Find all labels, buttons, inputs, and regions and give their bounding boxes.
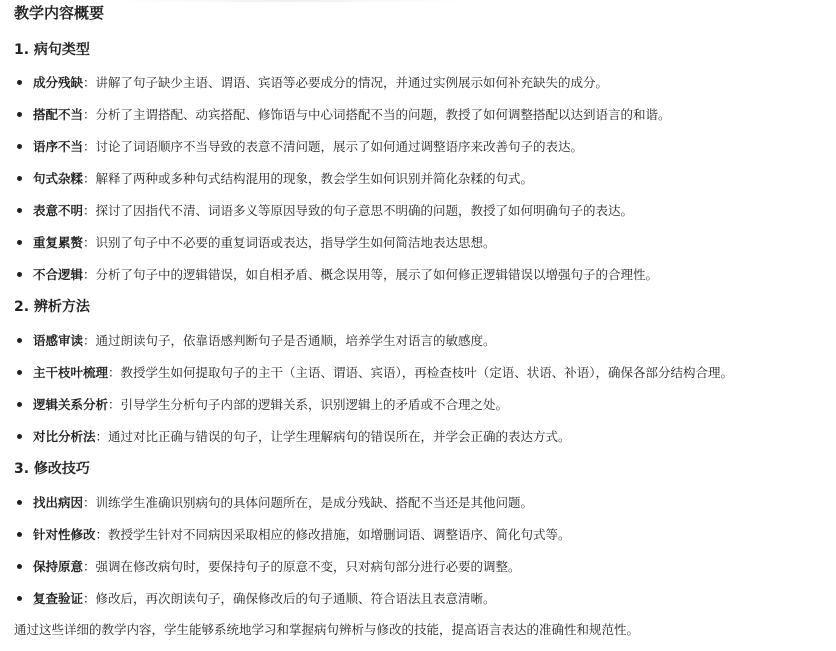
list-item (17, 233, 496, 253)
bullet-colon: ： (108, 397, 121, 412)
bullet-icon (17, 144, 22, 149)
bullet-colon: ： (83, 267, 96, 282)
bullet-icon (17, 564, 22, 569)
bullet-icon (17, 80, 22, 85)
list-item (17, 395, 508, 415)
list-item (17, 137, 583, 157)
bullet-icon (17, 402, 22, 407)
bullet-colon: ： (83, 75, 96, 90)
list-item (17, 265, 658, 285)
bullet-colon: ： (95, 429, 109, 444)
bullet-colon: ： (83, 139, 96, 154)
bullet-description: 引导学生分析句子内部的逻辑关系，识别逻辑上的矛盾或不合理之处。 (120, 397, 509, 412)
bullet-term: 主干枝叶梳理 (33, 365, 109, 380)
list-item (17, 427, 571, 447)
bullet-description: 讨论了词语顺序不当导致的表意不清问题，展示了如何通过调整语序来改善句子的表达。 (95, 139, 584, 154)
bullet-description: 训练学生准确识别病句的具体问题所在，是成分残缺、搭配不当还是其他问题。 (95, 495, 534, 510)
bullet-term: 表意不明 (33, 203, 84, 218)
bullet-icon (17, 112, 22, 117)
bullet-term: 针对性修改 (33, 527, 96, 542)
list-item (17, 525, 571, 545)
section-heading-methods: 2. 辨析方法 (14, 299, 90, 315)
list-item (17, 73, 608, 93)
summary-paragraph: 通过这些详细的教学内容，学生能够系统地学习和掌握病句辨析与修改的技能，提高语言表达的准确性和规范性。 (14, 622, 640, 637)
bullet-description: 探讨了因指代不清、词语多义等原因导致的句子意思不明确的问题，教授了如何明确句子的表达。 (95, 203, 634, 218)
bullet-icon (17, 338, 22, 343)
bullet-term: 句式杂糅 (33, 171, 84, 186)
bullet-icon (17, 240, 22, 245)
bullet-colon: ： (108, 365, 121, 380)
bullet-term: 复查验证 (33, 591, 84, 606)
list-item (17, 557, 521, 577)
bullet-term: 成分残缺 (33, 75, 84, 90)
section-heading-techniques: 3. 修改技巧 (14, 461, 90, 477)
bullet-description: 修改后，再次朗读句子，确保修改后的句子通顺、符合语法且表意清晰。 (95, 591, 496, 606)
bullet-icon (17, 208, 22, 213)
bullet-icon (17, 434, 22, 439)
page-title: 教学内容概要 (14, 4, 105, 22)
bullet-term: 对比分析法 (33, 429, 96, 444)
bullet-description: 教授学生如何提取句子的主干（主语、谓语、宾语），再检查枝叶（定语、状语、补语），确保各部分结构合理。 (120, 365, 734, 380)
bullet-colon: ： (83, 203, 96, 218)
bullet-icon (17, 370, 22, 375)
top-edge-shadow (110, 0, 470, 2)
bullet-colon: ： (83, 171, 96, 186)
bullet-colon: ： (83, 591, 96, 606)
bullet-description: 分析了主谓搭配、动宾搭配、修饰语与中心词搭配不当的问题，教授了如何调整搭配以达到语言的和谐。 (95, 107, 671, 122)
bullet-term: 语序不当 (33, 139, 84, 154)
bullet-description: 解释了两种或多种句式结构混用的现象，教会学生如何识别并简化杂糅的句式。 (95, 171, 534, 186)
bullet-term: 语感审读 (33, 333, 84, 348)
section-heading-types: 1. 病句类型 (14, 42, 90, 58)
bullet-term: 重复累赘 (33, 235, 84, 250)
bullet-description: 讲解了句子缺少主语、谓语、宾语等必要成分的情况，并通过实例展示如何补充缺失的成分。 (95, 75, 609, 90)
bullet-icon (17, 532, 22, 537)
bullet-colon: ： (83, 333, 96, 348)
list-item (17, 331, 496, 351)
bullet-colon: ： (83, 235, 96, 250)
bullet-icon (17, 176, 22, 181)
bullet-colon: ： (95, 527, 109, 542)
bullet-term: 保持原意 (33, 559, 84, 574)
bullet-term: 找出病因 (33, 495, 84, 510)
bullet-term: 搭配不当 (33, 107, 84, 122)
list-item (17, 169, 533, 189)
bullet-colon: ： (83, 559, 96, 574)
bullet-colon: ： (83, 495, 96, 510)
list-item (17, 493, 533, 513)
bullet-description: 识别了句子中不必要的重复词语或表达，指导学生如何简洁地表达思想。 (95, 235, 496, 250)
list-item (17, 589, 496, 609)
list-item (17, 201, 633, 221)
bullet-description: 分析了句子中的逻辑错误，如自相矛盾、概念误用等，展示了如何修正逻辑错误以增强句子的合理性。 (95, 267, 659, 282)
bullet-icon (17, 500, 22, 505)
list-item (17, 363, 733, 383)
bullet-description: 通过对比正确与错误的句子，让学生理解病句的错误所在，并学会正确的表达方式。 (108, 429, 571, 444)
list-item (17, 105, 671, 125)
bullet-colon: ： (83, 107, 96, 122)
bullet-icon (17, 596, 22, 601)
bullet-term: 逻辑关系分析 (33, 397, 109, 412)
bullet-description: 教授学生针对不同病因采取相应的修改措施，如增删词语、调整语序、简化句式等。 (108, 527, 571, 542)
bullet-term: 不合逻辑 (33, 267, 84, 282)
bullet-icon (17, 272, 22, 277)
bullet-description: 通过朗读句子，依靠语感判断句子是否通顺，培养学生对语言的敏感度。 (95, 333, 496, 348)
bullet-description: 强调在修改病句时，要保持句子的原意不变，只对病句部分进行必要的调整。 (95, 559, 521, 574)
